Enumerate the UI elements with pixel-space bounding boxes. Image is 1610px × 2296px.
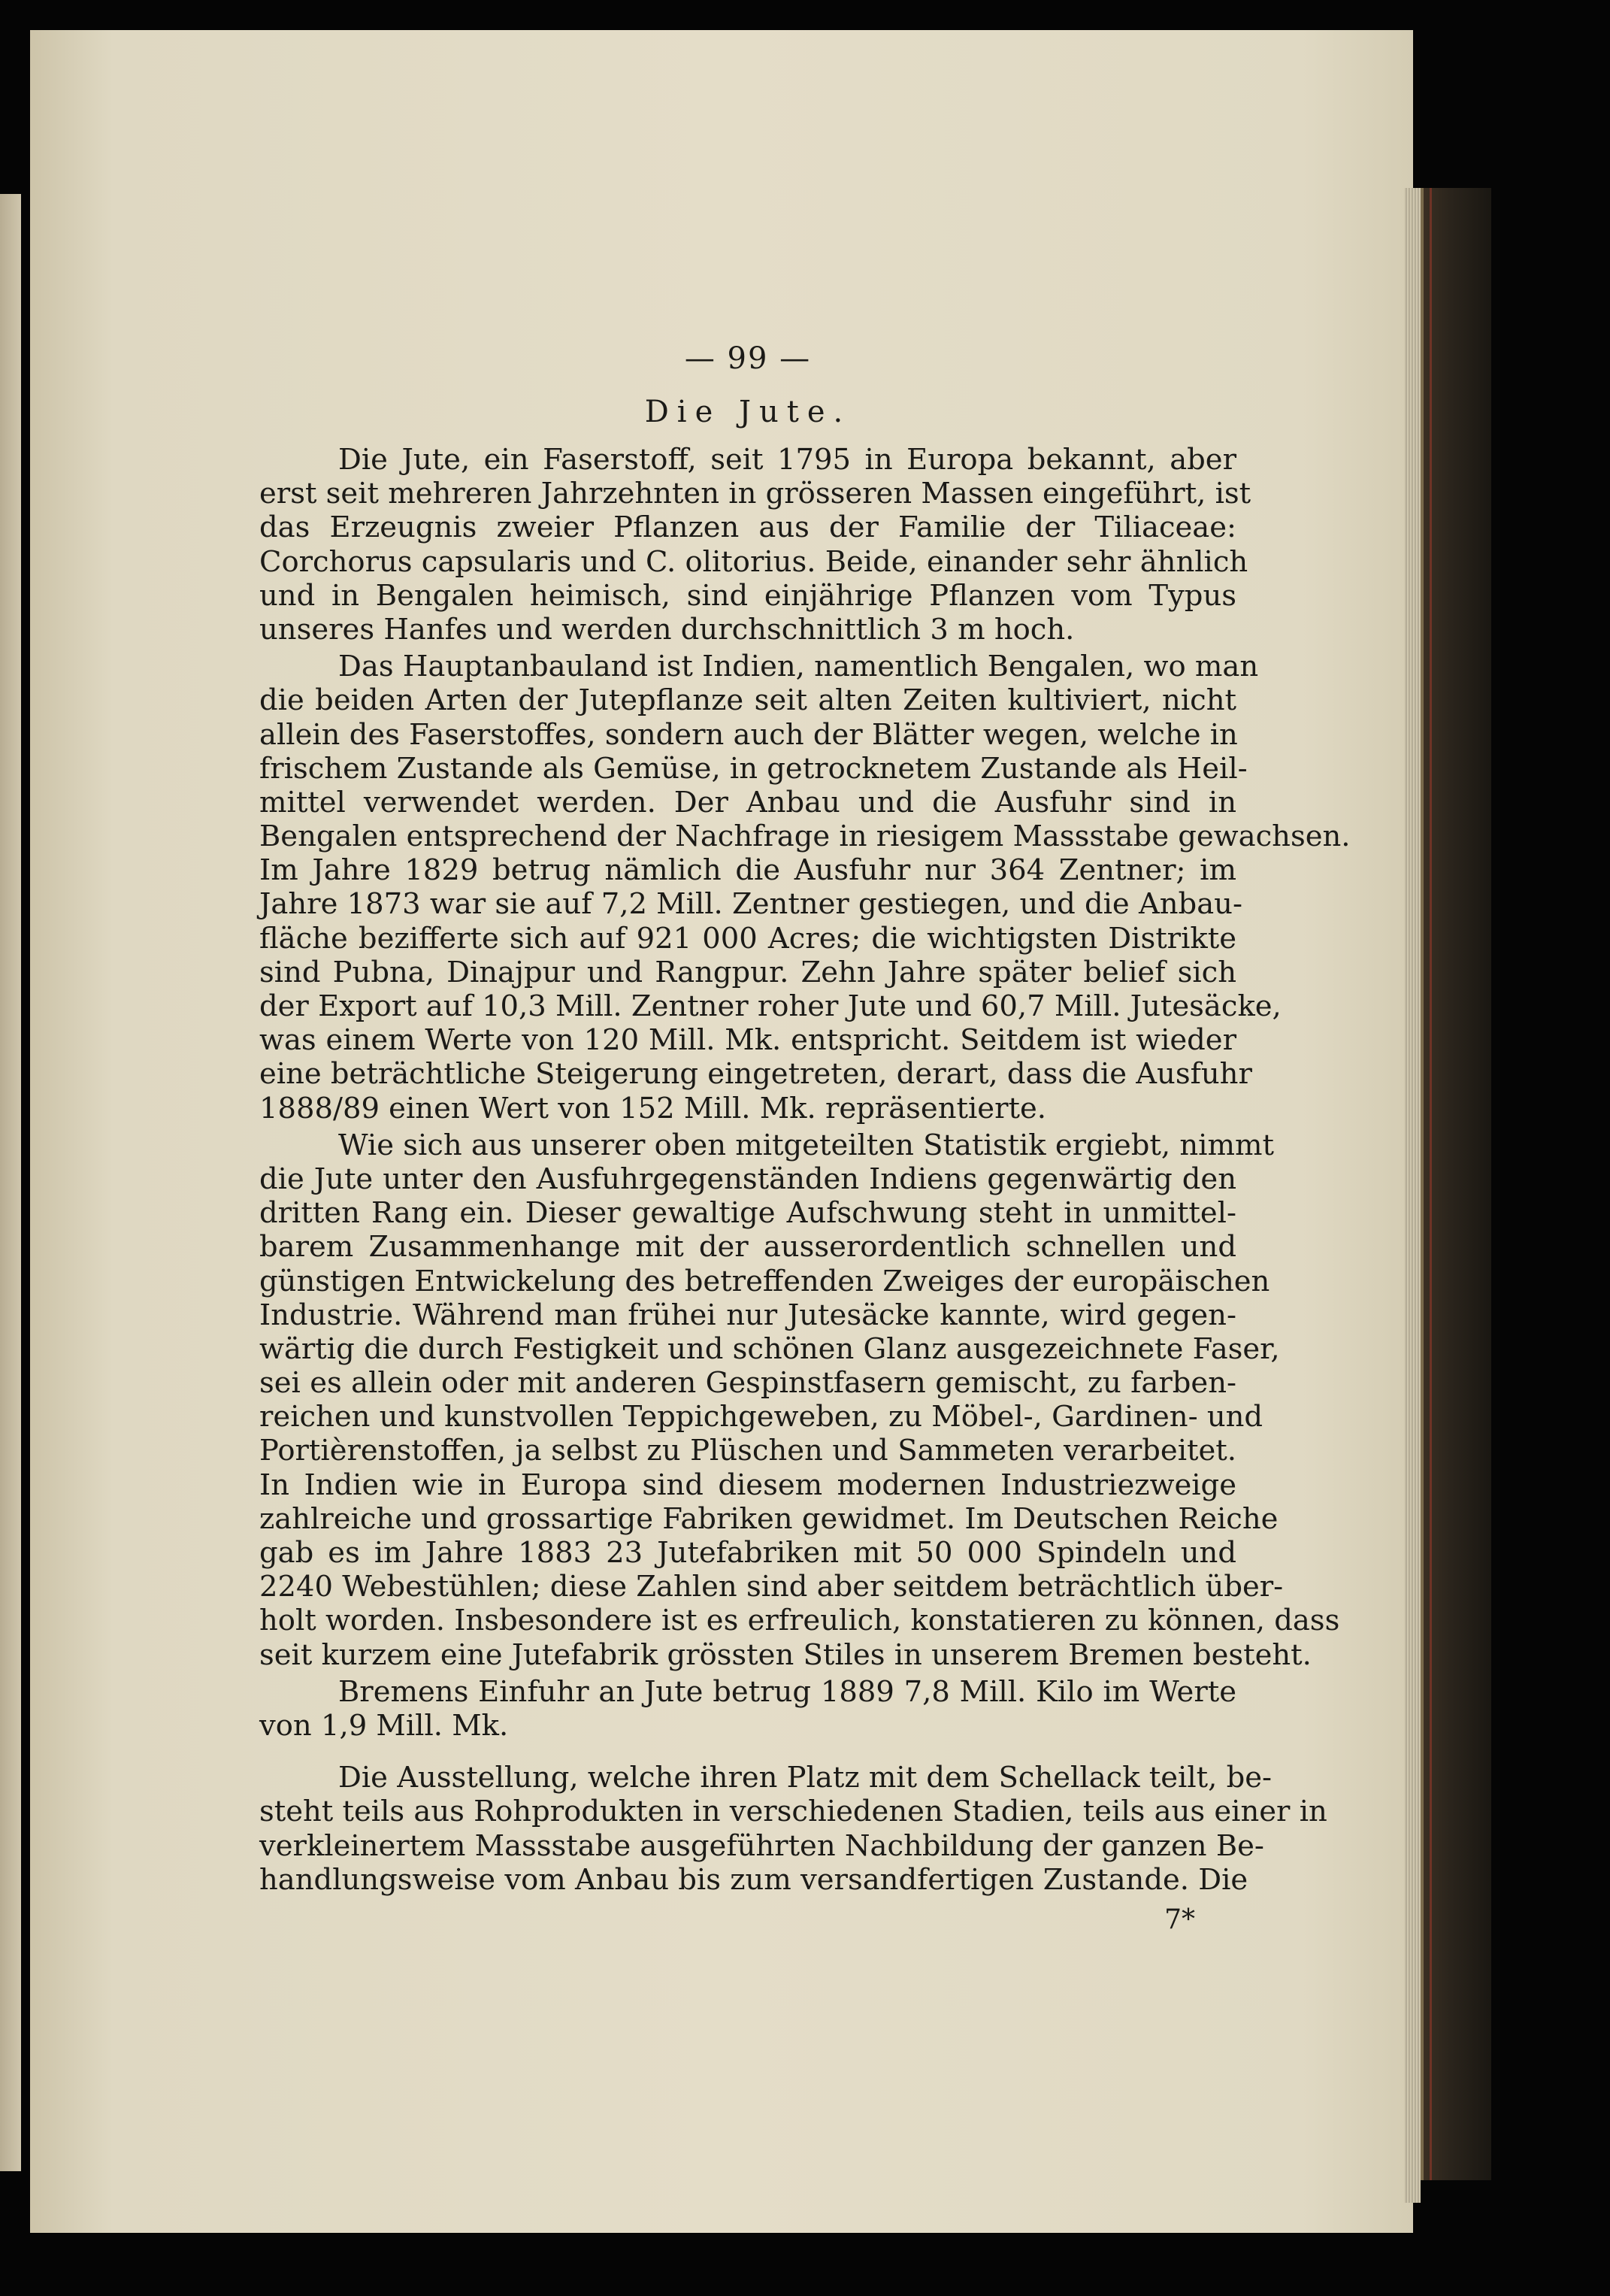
text-line: fläche bezifferte sich auf 921 000 Acres; die wichtigsten Distrikte xyxy=(259,921,1236,956)
text-line: das Erzeugnis zweier Pflanzen aus der Familie der Tiliaceae: xyxy=(259,510,1236,545)
text-line: dritten Rang ein. Dieser gewaltige Aufschwung steht in unmittel- xyxy=(259,1196,1236,1231)
text-line: In Indien wie in Europa sind diesem modernen Industriezweige xyxy=(259,1468,1236,1502)
text-line: reichen und kunstvollen Teppichgeweben, zu Möbel-, Gardinen- und xyxy=(259,1400,1263,1434)
text-line: zahlreiche und grossartige Fabriken gewidmet. Im Deutschen Reiche xyxy=(259,1501,1279,1536)
text-line: Im Jahre 1829 betrug nämlich die Ausfuhr nur 364 Zentner; im xyxy=(259,853,1236,888)
left-page-edge xyxy=(0,194,21,2171)
text-line: steht teils aus Rohprodukten in verschiedenen Stadien, teils aus einer in xyxy=(259,1795,1327,1829)
text-line: gab es im Jahre 1883 23 Jutefabriken mit 50 000 Spindeln und xyxy=(259,1536,1236,1570)
signature-mark: 7* xyxy=(1164,1904,1195,1935)
book-cover-edge xyxy=(1421,188,1491,2180)
text-line: verkleinertem Massstabe ausgeführten Nachbildung der ganzen Be- xyxy=(259,1828,1264,1863)
text-line: mittel verwendet werden. Der Anbau und die Ausfuhr sind in xyxy=(259,785,1236,819)
text-line: holt worden. Insbesondere ist es erfreulich, konstatieren zu können, dass xyxy=(259,1604,1340,1638)
text-line: wärtig die durch Festigkeit und schönen Glanz ausgezeichnete Faser, xyxy=(259,1331,1280,1366)
page-text xyxy=(259,341,1351,1937)
text-line: unseres Hanfes und werden durchschnittlich 3 m hoch. xyxy=(259,612,1075,647)
text-line: sind Pubna, Dinajpur und Rangpur. Zehn Jahre später belief sich xyxy=(259,955,1236,989)
paragraph xyxy=(259,443,1251,647)
text-line: 2240 Webestühlen; diese Zahlen sind aber seitdem beträchtlich über- xyxy=(259,1570,1284,1604)
paragraph xyxy=(259,1675,1236,1743)
text-line: günstigen Entwickelung des betreffenden Zweiges der europäischen xyxy=(259,1264,1270,1298)
page-edges xyxy=(1404,188,1421,2203)
text-line: die Jute unter den Ausfuhrgegenständen Indiens gegenwärtig den xyxy=(259,1162,1236,1196)
text-line: barem Zusammenhange mit der ausserordentlich schnellen und xyxy=(259,1230,1236,1265)
text-line: Wie sich aus unserer oben mitgeteilten Statistik ergiebt, nimmt xyxy=(338,1128,1274,1162)
text-line: Corchorus capsularis und C. olitorius. Beide, einander sehr ähnlich xyxy=(259,544,1248,579)
text-line: von 1,9 Mill. Mk. xyxy=(259,1708,509,1743)
text-line: erst seit mehreren Jahrzehnten in grösseren Massen eingeführt, ist xyxy=(259,477,1251,511)
text-line: der Export auf 10,3 Mill. Zentner roher Jute und 60,7 Mill. Jutesäcke, xyxy=(259,989,1282,1023)
text-line: Die Ausstellung, welche ihren Platz mit dem Schellack teilt, be- xyxy=(338,1761,1273,1795)
paragraph xyxy=(259,1128,1340,1672)
text-line: und in Bengalen heimisch, sind einjährige Pflanzen vom Typus xyxy=(259,578,1236,613)
paragraph xyxy=(259,650,1351,1125)
text-line: Jahre 1873 war sie auf 7,2 Mill. Zentner gestiegen, und die Anbau- xyxy=(259,887,1242,922)
section-heading: Die Jute. xyxy=(644,395,852,429)
text-line: sei es allein oder mit anderen Gespinstfasern gemischt, zu farben- xyxy=(259,1366,1236,1401)
text-line: handlungsweise vom Anbau bis zum versandfertigen Zustande. Die xyxy=(259,1862,1248,1897)
text-line: Bremens Einfuhr an Jute betrug 1889 7,8 Mill. Kilo im Werte xyxy=(338,1674,1236,1709)
text-line: die beiden Arten der Jutepflanze seit alten Zeiten kultiviert, nicht xyxy=(259,683,1236,718)
text-line: Industrie. Während man frühei nur Jutesäcke kannte, wird gegen- xyxy=(259,1298,1236,1332)
body-text xyxy=(259,443,1351,1897)
text-line: 1888/89 einen Wert von 152 Mill. Mk. repräsentierte. xyxy=(259,1091,1046,1125)
text-line: Die Jute, ein Faserstoff, seit 1795 in Europa bekannt, aber xyxy=(338,443,1236,477)
text-line: eine beträchtliche Steigerung eingetreten, derart, dass die Ausfuhr xyxy=(259,1057,1252,1092)
text-line: seit kurzem eine Jutefabrik grössten Stiles in unserem Bremen besteht. xyxy=(259,1637,1312,1672)
text-line: Portièrenstoffen, ja selbst zu Plüschen und Sammeten verarbeitet. xyxy=(259,1434,1236,1468)
text-line: frischem Zustande als Gemüse, in getrocknetem Zustande als Heil- xyxy=(259,751,1248,786)
paragraph xyxy=(259,1761,1327,1897)
page-number: — 99 — xyxy=(684,341,812,376)
text-line: was einem Werte von 120 Mill. Mk. entspricht. Seitdem ist wieder xyxy=(259,1023,1236,1058)
text-line: Bengalen entsprechend der Nachfrage in riesigem Massstabe gewachsen. xyxy=(259,819,1351,854)
text-line: Das Hauptanbauland ist Indien, namentlich Bengalen, wo man xyxy=(338,650,1259,684)
text-line: allein des Faserstoffes, sondern auch der Blätter wegen, welche in xyxy=(259,717,1238,752)
